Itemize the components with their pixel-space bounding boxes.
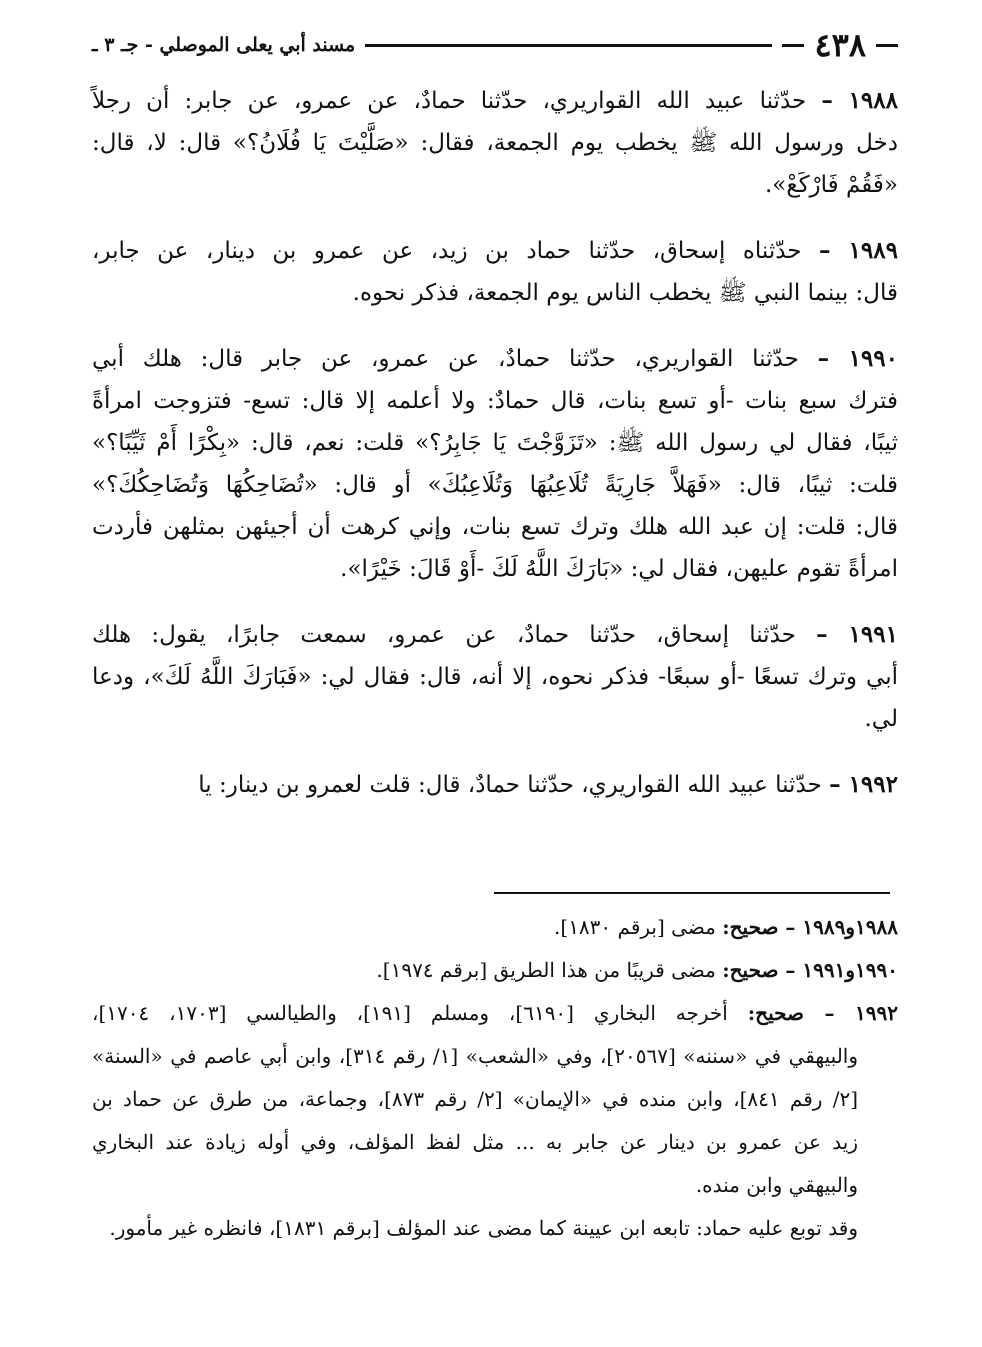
hadith-number: ١٩٩١ –	[816, 621, 898, 648]
text-line	[92, 122, 898, 164]
line-text: ثيبًا، فقال لي رسول الله ﷺ: «تَزَوَّجْتَ يَا جَابِرُ؟» قلت: نعم، قال: «بِكْرًا أَمْ ثَيِّبًا؟»	[92, 430, 898, 456]
hadith-number: ١٩٨٩ –	[818, 237, 898, 264]
footnote-text: مضى قريبًا من هذا الطريق [برقم ١٩٧٤].	[376, 958, 716, 982]
footnote-line	[92, 1207, 898, 1250]
line-text: قال: بينما النبي ﷺ يخطب الناس يوم الجمعة، فذكر نحوه.	[352, 280, 898, 306]
footnote-line	[92, 1078, 898, 1121]
text-line	[92, 380, 898, 422]
running-header	[92, 22, 898, 68]
footnote-label: ١٩٩٠و١٩٩١ – صحيح:	[722, 958, 898, 982]
hadith-number: ١٩٨٨ –	[821, 87, 898, 114]
line-text: حدّثناه إسحاق، حدّثنا حماد بن زيد، عن عمرو بن دينار، عن جابر،	[92, 238, 802, 264]
line-text: قال: قلت: إن عبد الله هلك وترك تسع بنات، وإني كرهت أن أجيئهن بمثلهن فأردت	[92, 514, 898, 540]
text-line	[92, 764, 898, 806]
line-text: لي.	[864, 706, 898, 732]
footnote-text: والبيهقي وابن منده.	[695, 1173, 858, 1197]
footnote-text: والبيهقي في «سننه» [٢٠٥٦٧]، وفي «الشعب» [١/ رقم ٣١٤]، وابن أبي عاصم في «السنة»	[92, 1044, 859, 1068]
main-text	[92, 80, 898, 830]
hadith-paragraph	[92, 614, 898, 740]
text-line	[92, 230, 898, 272]
header-rule	[365, 44, 772, 47]
text-line	[92, 464, 898, 506]
footnote-text: مضى [برقم ١٨٣٠].	[554, 915, 716, 939]
hadith-paragraph	[92, 764, 898, 806]
footnote-line	[92, 949, 898, 992]
line-text: حدّثنا عبيد الله القواريري، حدّثنا حمادٌ، قال: قلت لعمرو بن دينار: يا	[198, 772, 822, 798]
footnote-text: [٢/ رقم ٨٤١]، وابن منده في «الإيمان» [٢/ رقم ٨٧٣]، وجماعة، من طرق عن حماد بن	[92, 1087, 859, 1111]
text-line	[92, 338, 898, 380]
line-text: حدّثنا إسحاق، حدّثنا حمادٌ، عن عمرو، سمعت جابرًا، يقول: هلك	[92, 622, 796, 648]
text-line	[92, 614, 898, 656]
text-line	[92, 164, 898, 206]
footnote-line	[92, 906, 898, 949]
text-line	[92, 422, 898, 464]
hadith-paragraph	[92, 230, 898, 314]
header-dash-mid	[782, 44, 804, 47]
text-line	[92, 656, 898, 698]
line-text: «فَقُمْ فَارْكَعْ».	[764, 172, 898, 198]
hadith-number: ١٩٩٢ –	[829, 771, 898, 798]
line-text: دخل ورسول الله ﷺ يخطب يوم الجمعة، فقال: «صَلَّيْتَ يَا فُلَانُ؟» قال: لا، قال:	[92, 130, 898, 156]
footnote-line	[92, 992, 898, 1035]
text-line	[92, 272, 898, 314]
line-text: حدّثنا القواريري، حدّثنا حمادٌ، عن عمرو، عن جابر قال: هلك أبي	[92, 346, 799, 372]
footnote-text: زيد عن عمرو بن دينار عن جابر به ... مثل لفظ المؤلف، وفي أوله زيادة عند البخاري	[92, 1130, 858, 1154]
running-title: مسند أبي يعلى الموصلي - جـ ٣ ـ	[92, 34, 356, 56]
footnote-label: ١٩٩٢ – صحيح:	[747, 1001, 899, 1025]
hadith-paragraph	[92, 80, 898, 206]
footnote-text: أخرجه البخاري [٦١٩٠]، ومسلم [١٩١]، والطيالسي [١٧٠٣، ١٧٠٤]،	[92, 1001, 728, 1025]
text-line	[92, 506, 898, 548]
footnote-label: ١٩٨٨و١٩٨٩ – صحيح:	[722, 915, 898, 939]
line-text: فترك سبع بنات -أو تسع بنات، قال حمادٌ: ولا أعلمه إلا قال: تسع- فتزوجت امرأةً	[92, 388, 898, 414]
text-line	[92, 548, 898, 590]
line-text: أبي وترك تسعًا -أو سبعًا- فذكر نحوه، إلا أنه، قال: فقال لي: «فَبَارَكَ اللَّهُ لَكَ»، ودعا	[92, 664, 898, 690]
footnote-line	[92, 1164, 898, 1207]
footnotes	[92, 906, 898, 1250]
text-line	[92, 698, 898, 740]
footnote-separator	[494, 892, 890, 894]
footnote-line	[92, 1121, 898, 1164]
hadith-paragraph	[92, 338, 898, 590]
line-text: امرأةً تقوم عليهن، فقال لي: «بَارَكَ اللَّهُ لَكَ -أَوْ قَالَ: خَيْرًا».	[340, 556, 898, 582]
line-text: حدّثنا عبيد الله القواريري، حدّثنا حمادٌ، عن عمرو، عن جابر: أن رجلاً	[92, 88, 807, 114]
line-text: قلت: ثيبًا، قال: «فَهَلاَّ جَارِيَةً تُلَاعِبُهَا وَتُلَاعِبُكَ» أو قال: «تُضَاحِكُهَا وَتُضَاحِكُكَ؟»	[92, 472, 898, 498]
footnote-text: وقد توبع عليه حماد: تابعه ابن عيينة كما مضى عند المؤلف [برقم ١٨٣١]، فانظره غير مأمور.	[109, 1216, 858, 1240]
header-dash-right	[876, 44, 898, 47]
text-line	[92, 80, 898, 122]
hadith-number: ١٩٩٠ –	[817, 345, 898, 372]
page-number: ٤٣٨	[814, 26, 866, 64]
footnote-line	[92, 1035, 898, 1078]
